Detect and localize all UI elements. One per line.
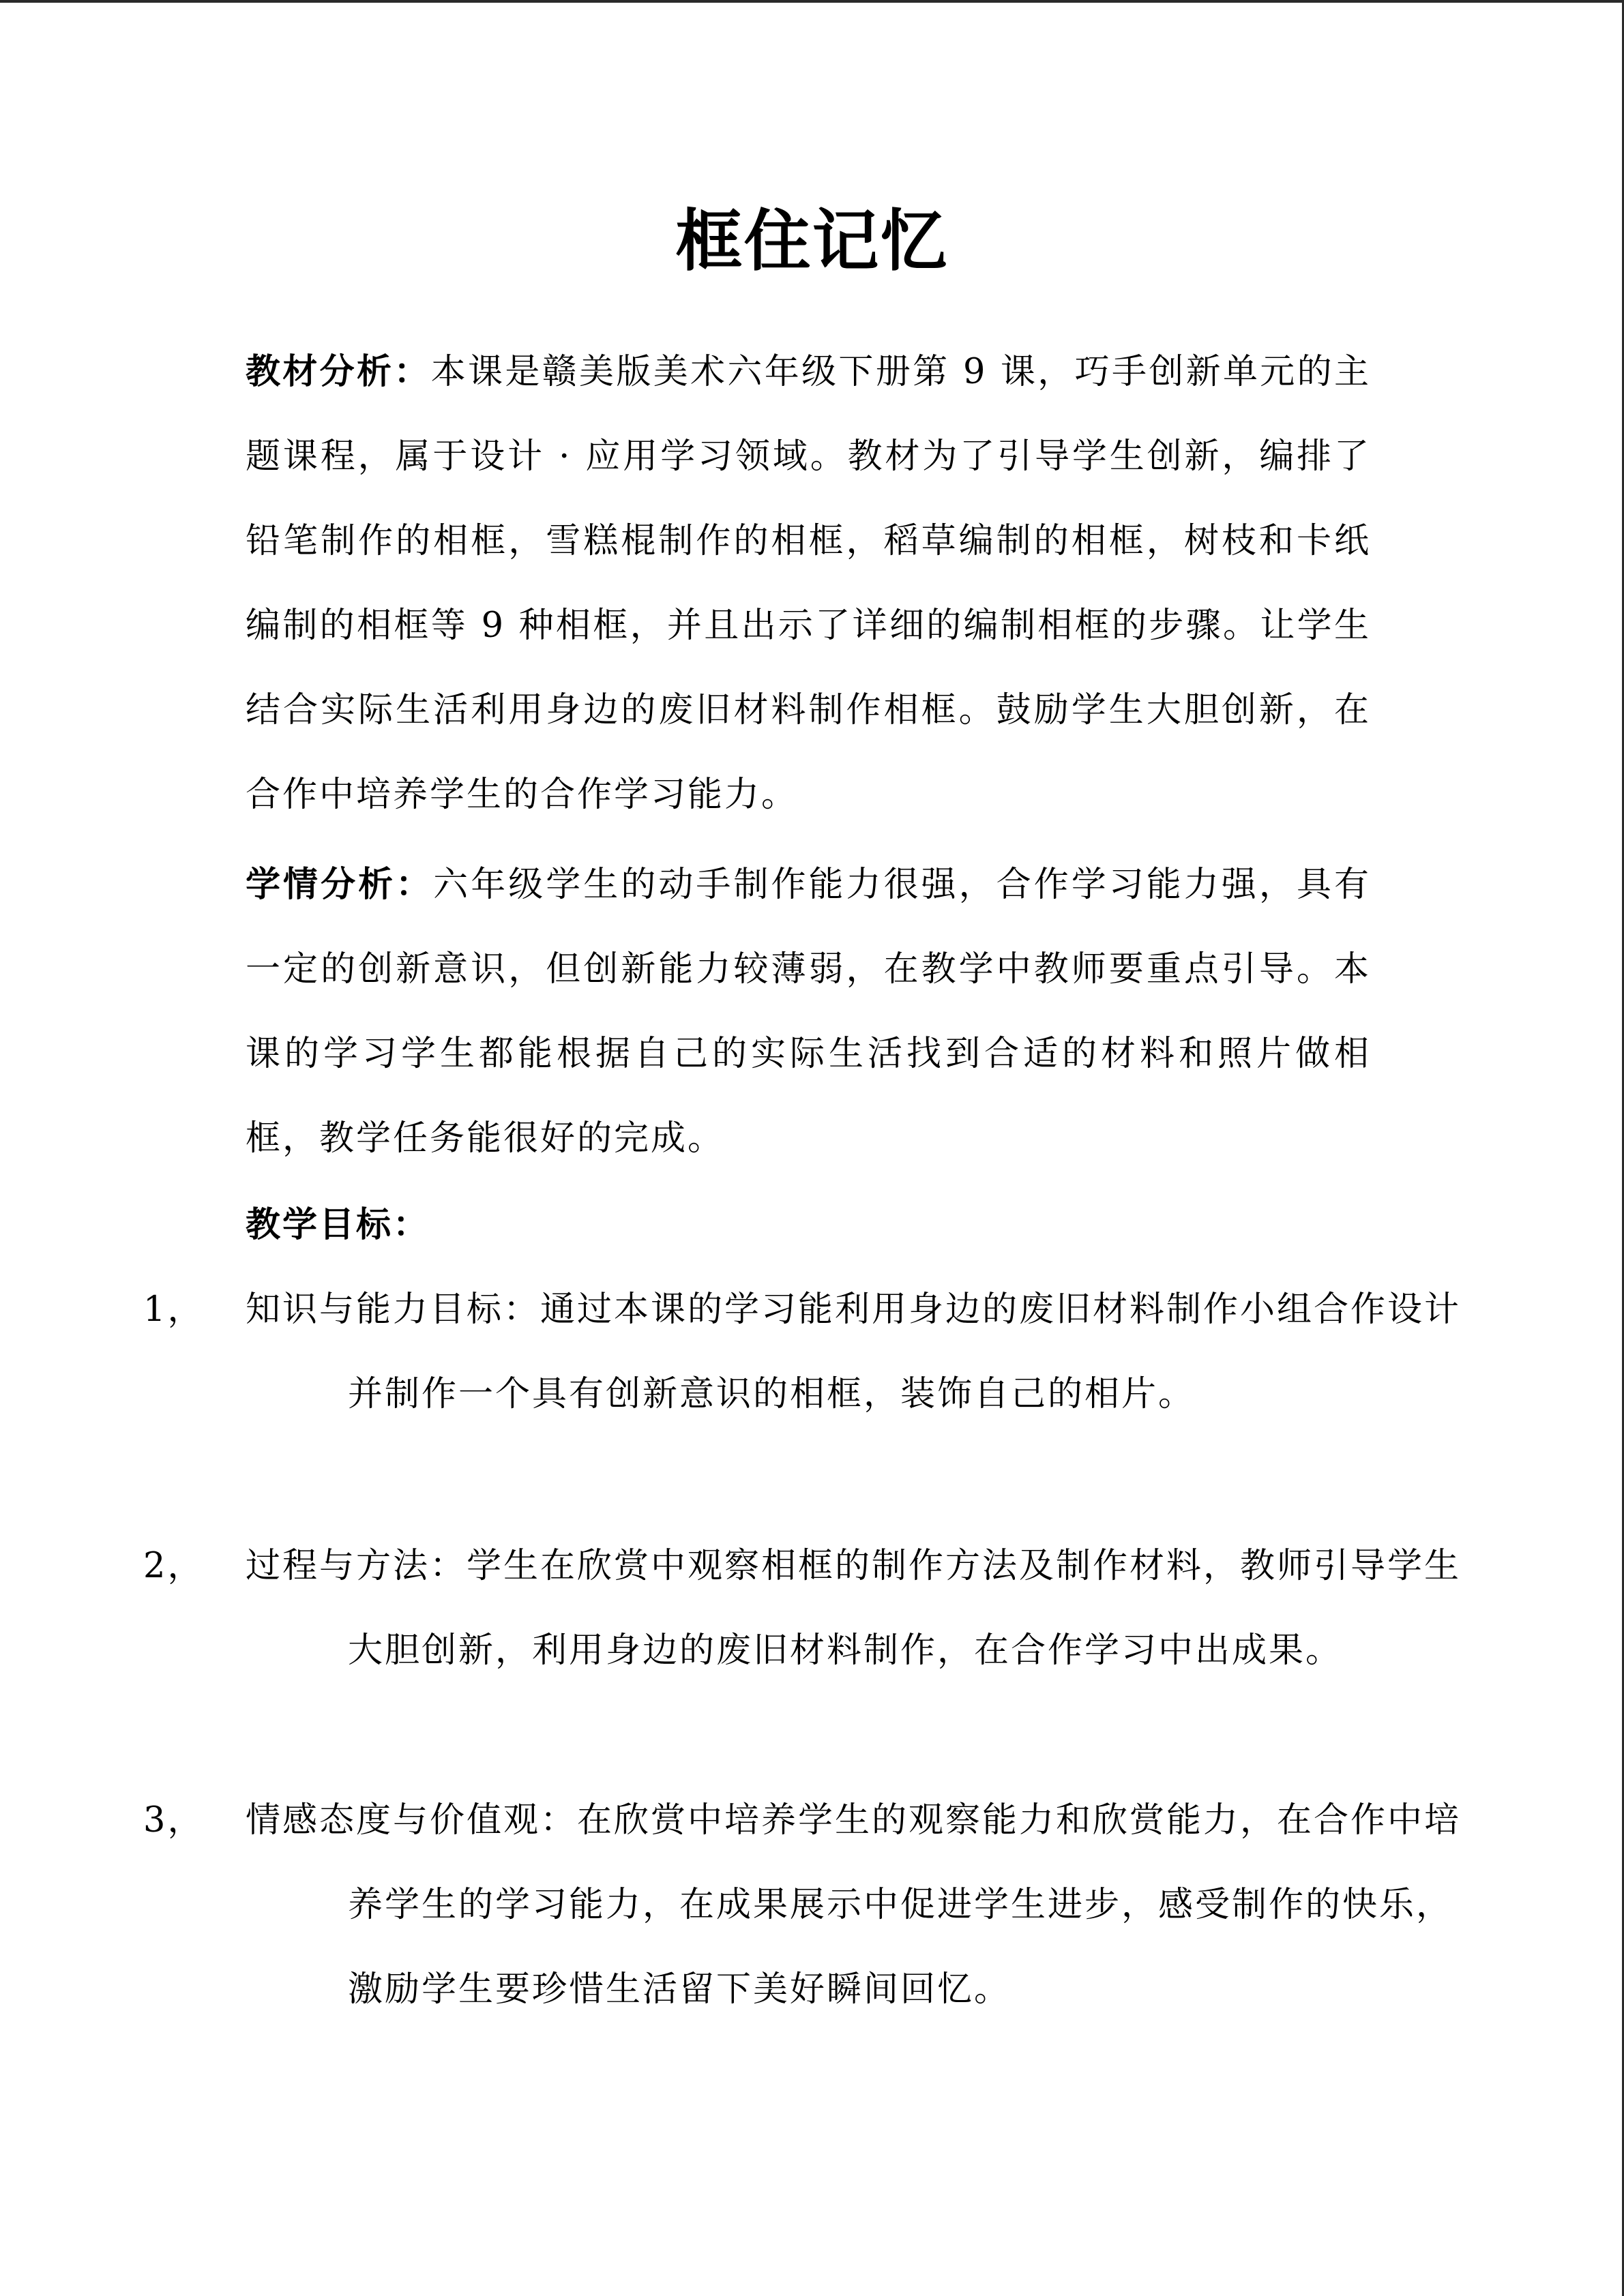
learner-analysis-text: 六年级学生的动手制作能力很强，合作学习能力强，具有一定的创新意识，但创新能力较薄弱，在教学中教师要重点引导。本课的学习学生都能根据自己的实际生活找到合适的材料和照片做相框，教学任务能很好的完成。 — [246, 865, 1371, 1159]
teaching-objectives-label: 教学目标： — [246, 1205, 430, 1245]
textbook-analysis-paragraph — [246, 330, 1371, 837]
learner-analysis-label: 学情分析： — [246, 865, 434, 905]
textbook-analysis-label: 教材分析： — [246, 352, 431, 392]
objective-text: 情感态度与价值观：在欣赏中培养学生的观察能力和欣赏能力，在合作中培养学生的学习能力，在成果展示中促进学生进步，感受制作的快乐，激励学生要珍惜生活留下美好瞬间回忆。 — [246, 1800, 1462, 2010]
teaching-objectives-heading — [246, 1183, 1371, 1268]
objective-item: 2， 过程与方法：学生在欣赏中观察相框的制作方法及制作材料，教师引导学生大胆创新，利用身边的废旧材料制作，在合作学习中出成果。 — [143, 1546, 1462, 1671]
textbook-analysis-text: 本课是赣美版美术六年级下册第 9 课，巧手创新单元的主题课程，属于设计 · 应用学习领域。教材为了引导学生创新，编排了铅笔制作的相框，雪糕棍制作的相框，稻草编制的相框，树枝和卡纸编制的相框等 9 种相框，并且出示了详细的编制相框的步骤。让学生结合实际生活利用身边的废旧材料制作相框。鼓励学生大胆创新，在合作中培养学生的合作学习能力。 — [246, 352, 1371, 815]
objective-item: 3， 情感态度与价值观：在欣赏中培养学生的观察能力和欣赏能力，在合作中培养学生的学习能力，在成果展示中促进学生进步，感受制作的快乐，激励学生要珍惜生活留下美好瞬间回忆。 — [143, 1800, 1462, 2010]
objective-item: 1， 知识与能力目标：通过本课的学习能利用身边的废旧材料制作小组合作设计并制作一个具有创新意识的相框，装饰自己的相片。 — [143, 1289, 1462, 1414]
learner-analysis-paragraph — [246, 843, 1371, 1181]
objective-text: 过程与方法：学生在欣赏中观察相框的制作方法及制作材料，教师引导学生大胆创新，利用身边的废旧材料制作，在合作学习中出成果。 — [246, 1546, 1462, 1671]
page-title: 框住记忆 — [675, 203, 949, 280]
objective-text: 知识与能力目标：通过本课的学习能利用身边的废旧材料制作小组合作设计并制作一个具有创新意识的相框，装饰自己的相片。 — [246, 1289, 1462, 1414]
